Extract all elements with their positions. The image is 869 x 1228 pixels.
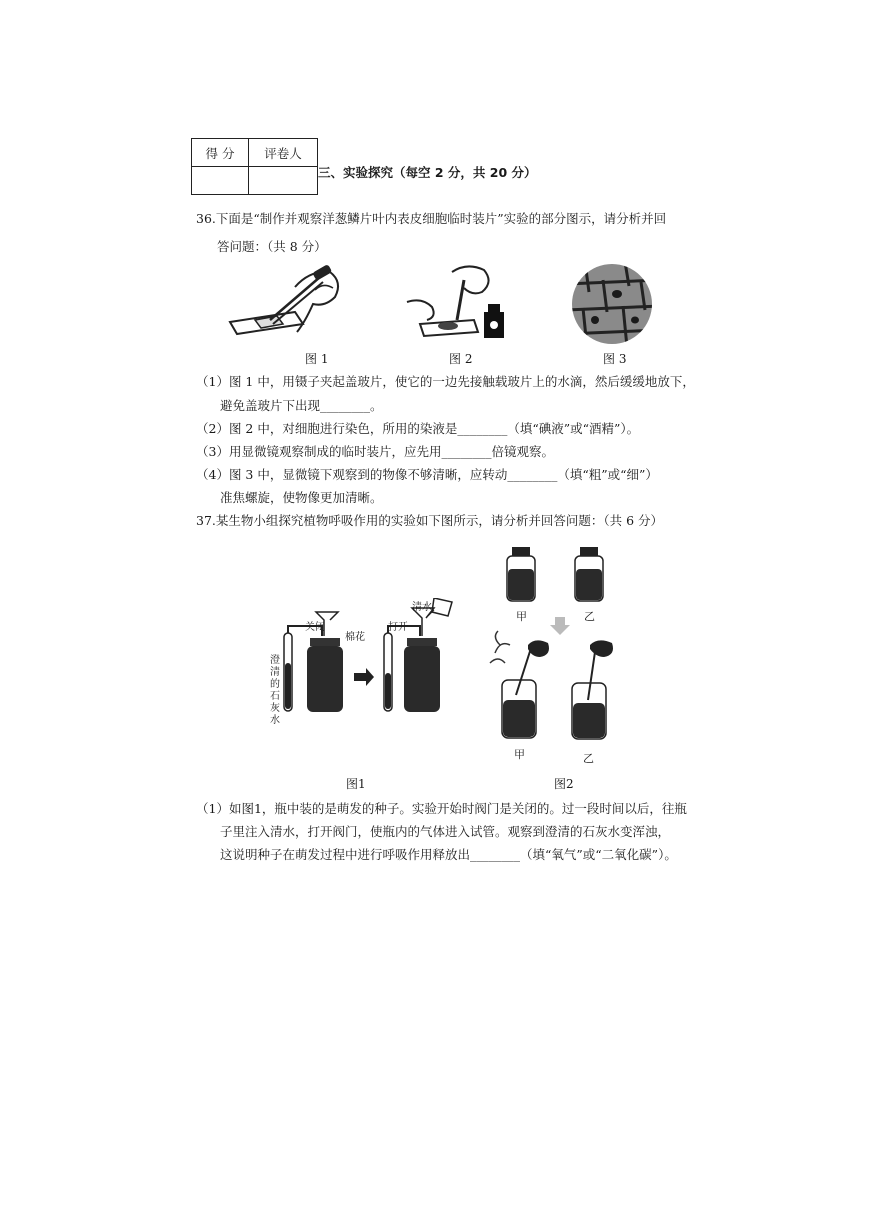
- q37-sub1-line1: （1）如图1，瓶中装的是萌发的种子。实验开始时阀门是关闭的。过一段时间以后，往瓶: [196, 801, 687, 816]
- valve-closed-label: 关闭: [305, 622, 325, 633]
- jar-yi-top-label: 乙: [584, 610, 595, 623]
- section-title: 三、实验探究（每空 2 分，共 20 分）: [318, 165, 537, 180]
- q37-fig1-caption: 图1: [346, 777, 366, 791]
- q37-fig2-caption: 图2: [554, 777, 574, 791]
- q36-sub1-line1: （1）图 1 中，用镊子夹起盖玻片，使它的一边先接触载玻片上的水滴，然后缓缓地放下，: [196, 374, 695, 389]
- q37-figure-1-illustration: [262, 598, 467, 718]
- score-header: 得 分: [192, 139, 249, 167]
- q36-stem-line1: 36.下面是“制作并观察洋葱鳞片叶内表皮细胞临时装片”实验的部分图示，请分析并回: [196, 211, 667, 226]
- q36-figure-2-illustration: [402, 262, 517, 347]
- q36-figure-1-illustration: [225, 262, 350, 347]
- q37-figure-2-illustration: [480, 545, 640, 745]
- clear-water-label: 清水: [412, 602, 432, 613]
- cotton-label: 棉花: [345, 632, 365, 643]
- score-table: [191, 138, 318, 195]
- q36-fig3-label: 图 3: [603, 352, 627, 366]
- jar-jia-bottom-label: 甲: [514, 748, 525, 761]
- q36-sub1-line2: 避免盖玻片下出现________。: [220, 398, 383, 413]
- limewater-label: 澄清的石灰水: [270, 655, 280, 726]
- score-cell[interactable]: [192, 167, 249, 195]
- q36-stem-line2: 答问题：（共 8 分）: [217, 239, 327, 254]
- valve-open-label: 打开: [388, 622, 408, 633]
- q36-fig1-label: 图 1: [305, 352, 329, 366]
- q37-sub1-line2: 子里注入清水，打开阀门，使瓶内的气体进入试管。观察到澄清的石灰水变浑浊，: [220, 824, 671, 839]
- q36-sub4-line1: （4）图 3 中，显微镜下观察到的物像不够清晰，应转动________（填“粗”或“细”）: [196, 467, 658, 482]
- jar-jia-top-label: 甲: [516, 610, 527, 623]
- q36-sub2: （2）图 2 中，对细胞进行染色，所用的染液是________（填“碘液”或“酒精”）。: [196, 421, 640, 436]
- q36-fig2-label: 图 2: [449, 352, 473, 366]
- grader-header: 评卷人: [249, 139, 318, 167]
- grader-cell[interactable]: [249, 167, 318, 195]
- q36-figure-3-microscope-view: [565, 262, 660, 347]
- jar-yi-bottom-label: 乙: [583, 752, 594, 765]
- q37-sub1-line3: 这说明种子在萌发过程中进行呼吸作用释放出________（填“氧气”或“二氧化碳”）。: [220, 847, 677, 862]
- q36-sub3: （3）用显微镜观察制成的临时装片，应先用________倍镜观察。: [196, 444, 554, 459]
- q36-sub4-line2: 准焦螺旋，使物像更加清晰。: [220, 490, 383, 505]
- q37-stem: 37.某生物小组探究植物呼吸作用的实验如下图所示，请分析并回答问题：（共 6 分）: [196, 513, 664, 528]
